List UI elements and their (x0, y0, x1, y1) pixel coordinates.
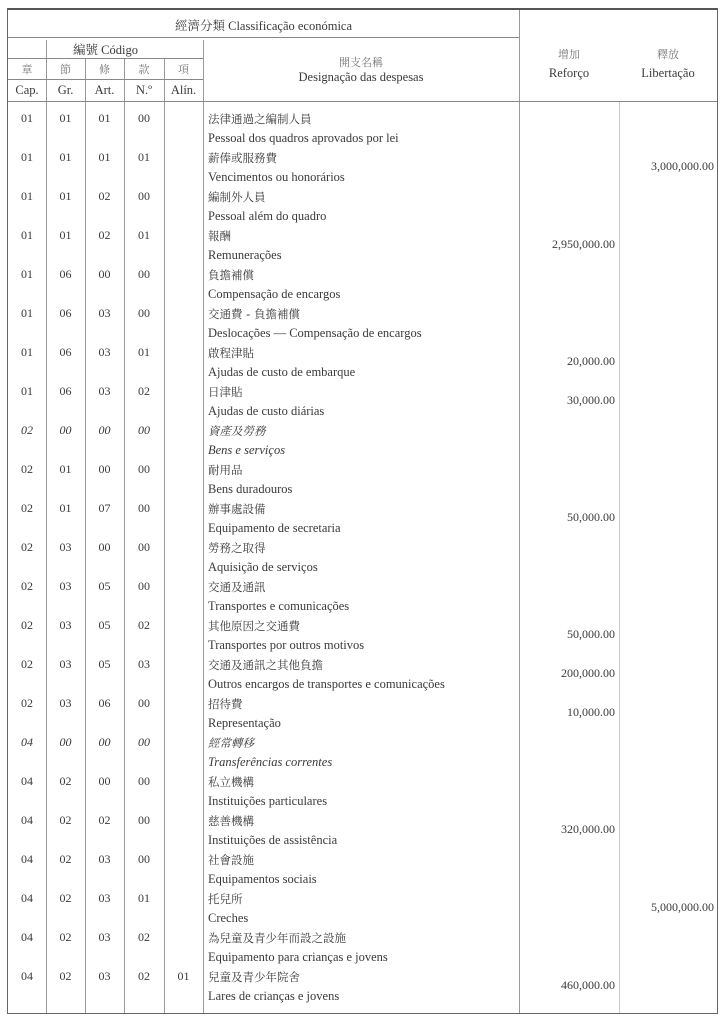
code-cap: 01 (21, 228, 33, 242)
row-divider (8, 37, 519, 38)
gr-header: Gr. (57, 83, 74, 97)
code-cap: 01 (21, 306, 33, 320)
code-n: 00 (138, 852, 150, 866)
reforco-header-zh: 增加 (558, 48, 580, 61)
code-art: 00 (98, 735, 111, 749)
code-cap: 04 (21, 930, 33, 944)
code-gr: 01 (59, 501, 72, 515)
table-row (8, 111, 717, 150)
code-cap: 01 (21, 111, 33, 125)
code-gr: 01 (59, 111, 72, 125)
code-art: 02 (98, 189, 111, 203)
code-n: 00 (138, 774, 150, 788)
designation-zh: 經常轉移 (208, 736, 254, 750)
code-cap: 02 (21, 579, 33, 593)
code-cap: 04 (21, 852, 33, 866)
designation-pt: Ajudas de custo de embarque (208, 365, 356, 379)
reforco-header: Reforço (548, 66, 590, 80)
code-n: 00 (138, 189, 150, 203)
code-gr: 02 (59, 774, 72, 788)
code-cap: 04 (21, 969, 33, 983)
code-n: 00 (138, 813, 150, 827)
code-cap: 04 (21, 735, 33, 749)
n-header-zh: 款 (138, 63, 150, 76)
code-gr: 01 (59, 228, 72, 242)
designation-zh: 日津貼 (208, 385, 243, 399)
classification-header: 經濟分類 Classificação económica (174, 19, 353, 33)
table-row (8, 735, 717, 774)
n-header: N.º (135, 83, 153, 97)
designation-zh: 社會設施 (208, 853, 254, 867)
code-gr: 06 (59, 267, 72, 281)
code-n: 01 (138, 150, 150, 164)
code-cap: 02 (21, 657, 33, 671)
designation-pt: Aquisição de serviços (208, 560, 318, 574)
code-art: 01 (98, 111, 111, 125)
code-art: 05 (98, 657, 111, 671)
table-row (8, 540, 717, 579)
code-n: 00 (138, 696, 150, 710)
designation-zh: 耐用品 (208, 463, 243, 477)
code-art: 06 (98, 696, 111, 710)
code-cap: 02 (21, 423, 33, 437)
table-row (8, 150, 717, 189)
designation-zh: 辦事處設備 (208, 502, 266, 516)
code-cap: 01 (21, 150, 33, 164)
code-cap: 01 (21, 384, 33, 398)
code-gr: 03 (59, 540, 72, 554)
designation-pt: Transportes por outros motivos (208, 638, 365, 652)
reforco-amount: 50,000.00 (567, 510, 615, 524)
code-art: 00 (98, 774, 111, 788)
code-n: 00 (138, 735, 150, 749)
designation-zh: 兒童及青少年院舍 (208, 970, 300, 984)
designation-header: Designação das despesas (298, 70, 424, 84)
code-art: 00 (98, 423, 111, 437)
reforco-amount: 2,950,000.00 (552, 237, 615, 251)
code-gr: 03 (59, 618, 72, 632)
designation-zh: 薪俸或服務費 (208, 151, 277, 165)
code-n: 00 (138, 462, 150, 476)
table-row (8, 774, 717, 813)
code-header: 編號 Código (73, 43, 138, 57)
row-divider (8, 101, 717, 102)
designation-zh: 交通費 - 負擔補償 (208, 307, 300, 321)
code-gr: 03 (59, 696, 72, 710)
code-gr: 02 (59, 891, 72, 905)
table-row (8, 501, 717, 540)
code-art: 00 (98, 267, 111, 281)
designation-pt: Transportes e comunicações (208, 599, 350, 613)
designation-pt: Instituições particulares (208, 794, 328, 808)
designation-zh: 招待費 (208, 697, 243, 711)
libertacao-header-zh: 釋放 (657, 48, 679, 61)
designation-pt: Vencimentos ou honorários (208, 170, 345, 184)
designation-pt: Creches (208, 911, 249, 925)
code-art: 07 (98, 501, 111, 515)
code-art: 00 (98, 462, 111, 476)
reforco-amount: 20,000.00 (567, 354, 615, 368)
code-n: 00 (138, 579, 150, 593)
code-n: 02 (138, 930, 150, 944)
code-art: 05 (98, 579, 111, 593)
code-cap: 01 (21, 267, 33, 281)
table-row (8, 696, 717, 735)
code-cap: 02 (21, 618, 33, 632)
libertacao-amount: 3,000,000.00 (651, 159, 714, 173)
designation-zh: 負擔補償 (208, 268, 254, 282)
designation-pt: Bens e serviços (208, 443, 286, 457)
table-row (8, 657, 717, 696)
code-n: 00 (138, 540, 150, 554)
table-row (8, 189, 717, 228)
designation-pt: Deslocações — Compensação de encargos (208, 326, 422, 340)
reforco-amount: 50,000.00 (567, 627, 615, 641)
libertacao-header: Libertação (641, 66, 695, 80)
reforco-amount: 320,000.00 (561, 822, 615, 836)
gr-header-zh: 節 (60, 63, 71, 76)
designation-pt: Instituições de assistência (208, 833, 338, 847)
designation-zh: 報酬 (208, 229, 231, 243)
code-cap: 02 (21, 501, 33, 515)
code-cap: 02 (21, 540, 33, 554)
art-header: Art. (94, 83, 115, 97)
designation-pt: Outros encargos de transportes e comunicações (208, 677, 445, 691)
designation-pt: Representação (208, 716, 281, 730)
code-gr: 01 (59, 150, 72, 164)
code-cap: 01 (21, 189, 33, 203)
code-gr: 01 (59, 462, 72, 476)
table-row (8, 969, 717, 1008)
code-art: 03 (98, 852, 111, 866)
code-gr: 06 (59, 345, 72, 359)
reforco-amount: 30,000.00 (567, 393, 615, 407)
designation-zh: 資產及勞務 (208, 424, 266, 438)
table-row (8, 618, 717, 657)
cap-header: Cap. (15, 83, 39, 97)
code-n: 01 (138, 345, 150, 359)
reforco-amount: 10,000.00 (567, 705, 615, 719)
reforco-amount: 460,000.00 (561, 978, 615, 992)
code-gr: 06 (59, 306, 72, 320)
designation-pt: Transferências correntes (208, 755, 333, 769)
code-art: 03 (98, 891, 111, 905)
designation-header-zh: 開支名稱 (339, 56, 383, 69)
table-row (8, 228, 717, 267)
code-art: 01 (98, 150, 111, 164)
designation-zh: 其他原因之交通費 (208, 619, 300, 633)
designation-zh: 托兒所 (208, 892, 243, 906)
code-alin: 01 (177, 969, 190, 983)
code-n: 01 (138, 891, 150, 905)
code-gr: 06 (59, 384, 72, 398)
designation-pt: Pessoal além do quadro (208, 209, 327, 223)
reforco-amount: 200,000.00 (561, 666, 615, 680)
code-gr: 01 (59, 189, 72, 203)
designation-zh: 交通及通訊 (208, 580, 266, 594)
designation-zh: 編制外人員 (208, 190, 266, 204)
code-art: 03 (98, 306, 111, 320)
code-art: 03 (98, 384, 111, 398)
code-gr: 00 (59, 423, 72, 437)
table-row (8, 852, 717, 891)
code-cap: 01 (21, 345, 33, 359)
table-row (8, 891, 717, 930)
table-row (8, 306, 717, 345)
code-n: 00 (138, 267, 150, 281)
designation-zh: 為兒童及青少年而設之設施 (208, 931, 346, 945)
designation-pt: Lares de crianças e jovens (208, 989, 340, 1003)
designation-zh: 法律通過之編制人員 (208, 112, 312, 126)
code-n: 02 (138, 618, 150, 632)
designation-zh: 私立機構 (208, 775, 254, 789)
code-gr: 00 (59, 735, 72, 749)
code-n: 00 (138, 501, 150, 515)
designation-zh: 勞務之取得 (208, 541, 266, 555)
designation-pt: Ajudas de custo diárias (208, 404, 325, 418)
code-cap: 04 (21, 774, 33, 788)
code-gr: 03 (59, 579, 72, 593)
designation-pt: Equipamentos sociais (208, 872, 317, 886)
table-row (8, 384, 717, 423)
code-art: 05 (98, 618, 111, 632)
code-gr: 02 (59, 813, 72, 827)
budget-table (7, 8, 718, 1014)
alin-header: Alín. (170, 83, 197, 97)
table-row (8, 423, 717, 462)
designation-zh: 啟程津貼 (208, 346, 254, 360)
code-art: 03 (98, 930, 111, 944)
designation-pt: Compensação de encargos (208, 287, 341, 301)
designation-pt: Pessoal dos quadros aprovados por lei (208, 131, 399, 145)
code-n: 00 (138, 111, 150, 125)
code-gr: 02 (59, 930, 72, 944)
code-cap: 02 (21, 462, 33, 476)
alin-header-zh: 項 (178, 63, 189, 76)
designation-pt: Bens duradouros (208, 482, 293, 496)
code-n: 02 (138, 384, 150, 398)
row-divider (8, 79, 203, 80)
table-row (8, 579, 717, 618)
table-row (8, 345, 717, 384)
code-art: 03 (98, 969, 111, 983)
code-gr: 03 (59, 657, 72, 671)
code-cap: 04 (21, 813, 33, 827)
row-divider (8, 58, 203, 59)
code-cap: 02 (21, 696, 33, 710)
designation-zh: 慈善機構 (208, 814, 254, 828)
table-row (8, 813, 717, 852)
code-n: 01 (138, 228, 150, 242)
code-gr: 02 (59, 969, 72, 983)
code-gr: 02 (59, 852, 72, 866)
code-n: 00 (138, 423, 150, 437)
designation-pt: Equipamento de secretaria (208, 521, 341, 535)
art-header-zh: 條 (99, 63, 110, 76)
code-n: 03 (138, 657, 150, 671)
designation-pt: Remunerações (208, 248, 282, 262)
table-row (8, 930, 717, 969)
table-row (8, 267, 717, 306)
libertacao-amount: 5,000,000.00 (651, 900, 714, 914)
code-art: 02 (98, 228, 111, 242)
code-cap: 04 (21, 891, 33, 905)
code-n: 00 (138, 306, 150, 320)
table-row (8, 462, 717, 501)
code-art: 03 (98, 345, 111, 359)
code-art: 02 (98, 813, 111, 827)
designation-zh: 交通及通訊之其他負擔 (208, 658, 323, 672)
code-art: 00 (98, 540, 111, 554)
designation-pt: Equipamento para crianças e jovens (208, 950, 388, 964)
cap-header-zh: 章 (21, 63, 33, 76)
code-n: 02 (138, 969, 150, 983)
